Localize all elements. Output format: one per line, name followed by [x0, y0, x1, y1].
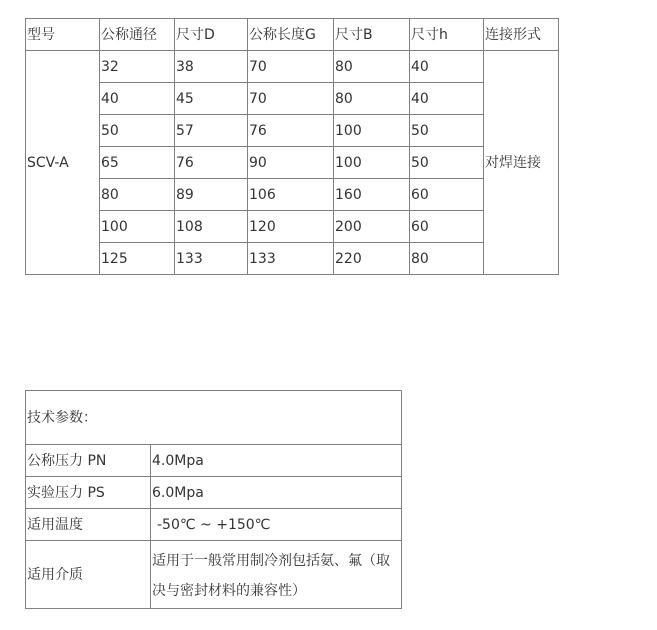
cell-nominal-length-g: 70: [248, 51, 334, 83]
cell-nominal-diameter: 50: [100, 115, 175, 147]
spec-table: [25, 18, 559, 275]
header-cell-size-h: 尺寸h: [410, 19, 484, 51]
table-row: [26, 541, 402, 609]
param-label-test-pressure: 实验压力 PS: [26, 477, 151, 509]
table-row: [26, 445, 402, 477]
cell-size-d: 76: [175, 147, 248, 179]
table-row: [26, 509, 402, 541]
header-cell-size-b: 尺寸B: [334, 19, 410, 51]
cell-size-h: 60: [410, 211, 484, 243]
cell-size-b: 100: [334, 115, 410, 147]
cell-nominal-diameter: 65: [100, 147, 175, 179]
cell-nominal-length-g: 90: [248, 147, 334, 179]
param-value-medium: 适用于一般常用制冷剂包括氨、氟（取决与密封材料的兼容性）: [151, 541, 402, 609]
cell-size-b: 200: [334, 211, 410, 243]
param-value-nominal-pressure: 4.0Mpa: [151, 445, 402, 477]
cell-size-h: 50: [410, 115, 484, 147]
model-cell: SCV-A: [26, 51, 100, 275]
table-row: [26, 83, 559, 115]
table-row: [26, 179, 559, 211]
cell-size-h: 40: [410, 51, 484, 83]
spec-header-row: [26, 19, 559, 51]
cell-nominal-diameter: 80: [100, 179, 175, 211]
cell-size-h: 80: [410, 243, 484, 275]
cell-size-d: 38: [175, 51, 248, 83]
header-cell-nominal-diameter: 公称通径: [100, 19, 175, 51]
technical-params-table: [25, 390, 402, 609]
cell-size-d: 133: [175, 243, 248, 275]
table-row: [26, 211, 559, 243]
connection-cell: 对焊连接: [484, 51, 559, 275]
table-row: [26, 477, 402, 509]
cell-size-h: 40: [410, 83, 484, 115]
cell-nominal-length-g: 120: [248, 211, 334, 243]
cell-size-h: 50: [410, 147, 484, 179]
cell-nominal-length-g: 106: [248, 179, 334, 211]
params-title-row: [26, 391, 402, 445]
params-title: 技术参数：: [26, 391, 402, 445]
cell-size-b: 100: [334, 147, 410, 179]
cell-size-d: 57: [175, 115, 248, 147]
cell-size-d: 45: [175, 83, 248, 115]
cell-nominal-diameter: 125: [100, 243, 175, 275]
cell-nominal-length-g: 70: [248, 83, 334, 115]
param-value-test-pressure: 6.0Mpa: [151, 477, 402, 509]
header-cell-size-d: 尺寸D: [175, 19, 248, 51]
cell-size-d: 89: [175, 179, 248, 211]
cell-nominal-diameter: 100: [100, 211, 175, 243]
table-row: [26, 51, 559, 83]
header-cell-connection-type: 连接形式: [484, 19, 559, 51]
cell-size-b: 160: [334, 179, 410, 211]
table-row: [26, 147, 559, 179]
param-label-temperature: 适用温度: [26, 509, 151, 541]
cell-nominal-length-g: 133: [248, 243, 334, 275]
header-cell-nominal-length-g: 公称长度G: [248, 19, 334, 51]
cell-nominal-diameter: 32: [100, 51, 175, 83]
cell-size-b: 220: [334, 243, 410, 275]
header-cell-model: 型号: [26, 19, 100, 51]
param-value-temperature: -50℃ ~ +150℃: [151, 509, 402, 541]
param-label-medium: 适用介质: [26, 541, 151, 609]
param-label-nominal-pressure: 公称压力 PN: [26, 445, 151, 477]
table-row: [26, 243, 559, 275]
cell-size-b: 80: [334, 51, 410, 83]
cell-size-h: 60: [410, 179, 484, 211]
cell-nominal-length-g: 76: [248, 115, 334, 147]
cell-size-b: 80: [334, 83, 410, 115]
table-row: [26, 115, 559, 147]
cell-nominal-diameter: 40: [100, 83, 175, 115]
cell-size-d: 108: [175, 211, 248, 243]
